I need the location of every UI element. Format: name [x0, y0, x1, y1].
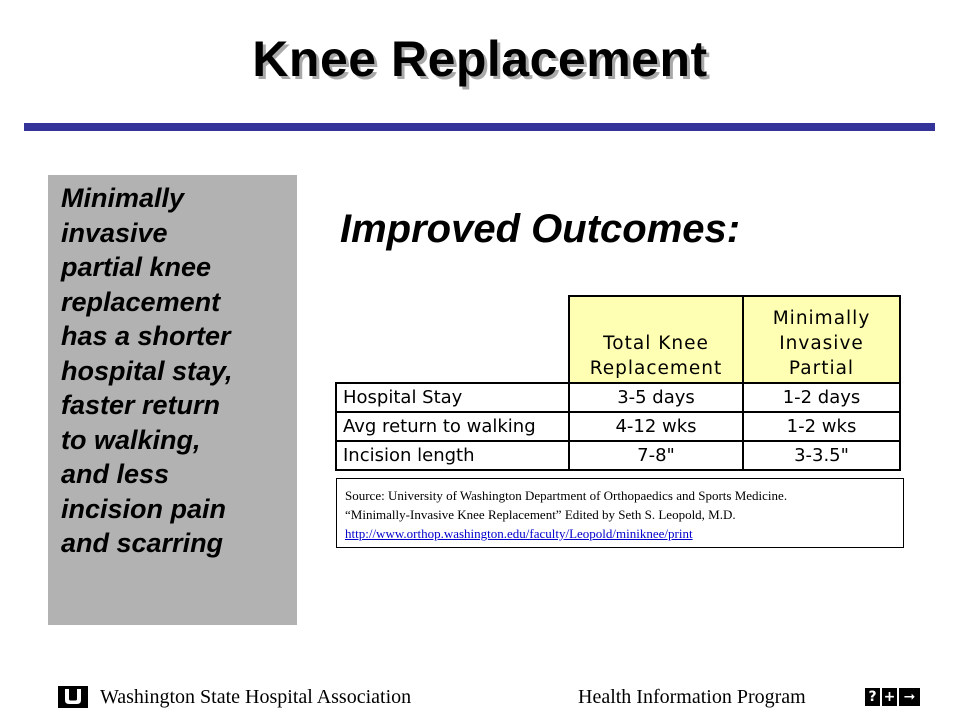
summary-line: Minimally: [61, 183, 185, 213]
summary-line: and scarring: [61, 528, 224, 558]
summary-box: [48, 175, 297, 625]
row-label: Avg return to walking: [336, 412, 569, 441]
header-line: Replacement: [589, 358, 723, 379]
header-line: Partial: [788, 358, 855, 379]
title-divider: [24, 123, 935, 131]
summary-line: to walking,: [61, 424, 201, 455]
summary-line: faster return: [61, 390, 221, 420]
header-line: Invasive: [779, 333, 864, 354]
summary-line: and less: [61, 459, 170, 489]
cell-partial: 1-2 wks: [743, 412, 900, 441]
source-line-2: “Minimally-Invasive Knee Replacement” Edited by Seth S. Leopold, M.D.: [345, 507, 736, 522]
table-row: [336, 412, 900, 441]
summary-line: partial knee: [61, 252, 212, 282]
header-total-knee: [569, 296, 743, 383]
cell-partial: 1-2 days: [743, 383, 900, 412]
next-arrow-icon[interactable]: ➞: [899, 688, 920, 706]
summary-line: incision pain: [61, 493, 227, 524]
table-row: [336, 441, 900, 470]
plus-button[interactable]: +: [883, 689, 896, 705]
row-label: Incision length: [336, 441, 569, 470]
outcomes-table: [335, 295, 901, 471]
summary-line: replacement: [61, 286, 221, 317]
cell-total: 7-8": [569, 441, 743, 470]
table-corner: [336, 296, 569, 383]
slide-subtitle: Improved Outcomes:: [340, 207, 741, 251]
footer-org: Washington State Hospital Association: [100, 686, 412, 708]
cell-total: 4-12 wks: [569, 412, 743, 441]
source-line-1: Source: University of Washington Department of Orthopaedics and Sports Medicine.: [345, 488, 788, 503]
wsha-logo-icon: [58, 686, 88, 708]
source-citation: [336, 478, 904, 548]
slide-title: Knee Replacement: [252, 31, 708, 87]
help-button[interactable]: ?: [865, 688, 880, 706]
header-line: Minimally: [772, 308, 871, 329]
table-header-row: [336, 296, 900, 383]
table-row: [336, 383, 900, 412]
summary-line: has a shorter: [61, 321, 231, 351]
summary-line: hospital stay,: [61, 355, 233, 386]
row-label: Hospital Stay: [336, 383, 569, 412]
header-line: Total Knee: [603, 333, 709, 354]
source-link[interactable]: http://www.orthop.washington.edu/faculty/Leopold/miniknee/print: [345, 526, 693, 541]
summary-line: invasive: [61, 217, 168, 248]
header-minimally-invasive: [743, 296, 900, 383]
cell-total: 3-5 days: [569, 383, 743, 412]
cell-partial: 3-3.5": [743, 441, 900, 470]
footer-program: Health Information Program: [578, 686, 806, 708]
